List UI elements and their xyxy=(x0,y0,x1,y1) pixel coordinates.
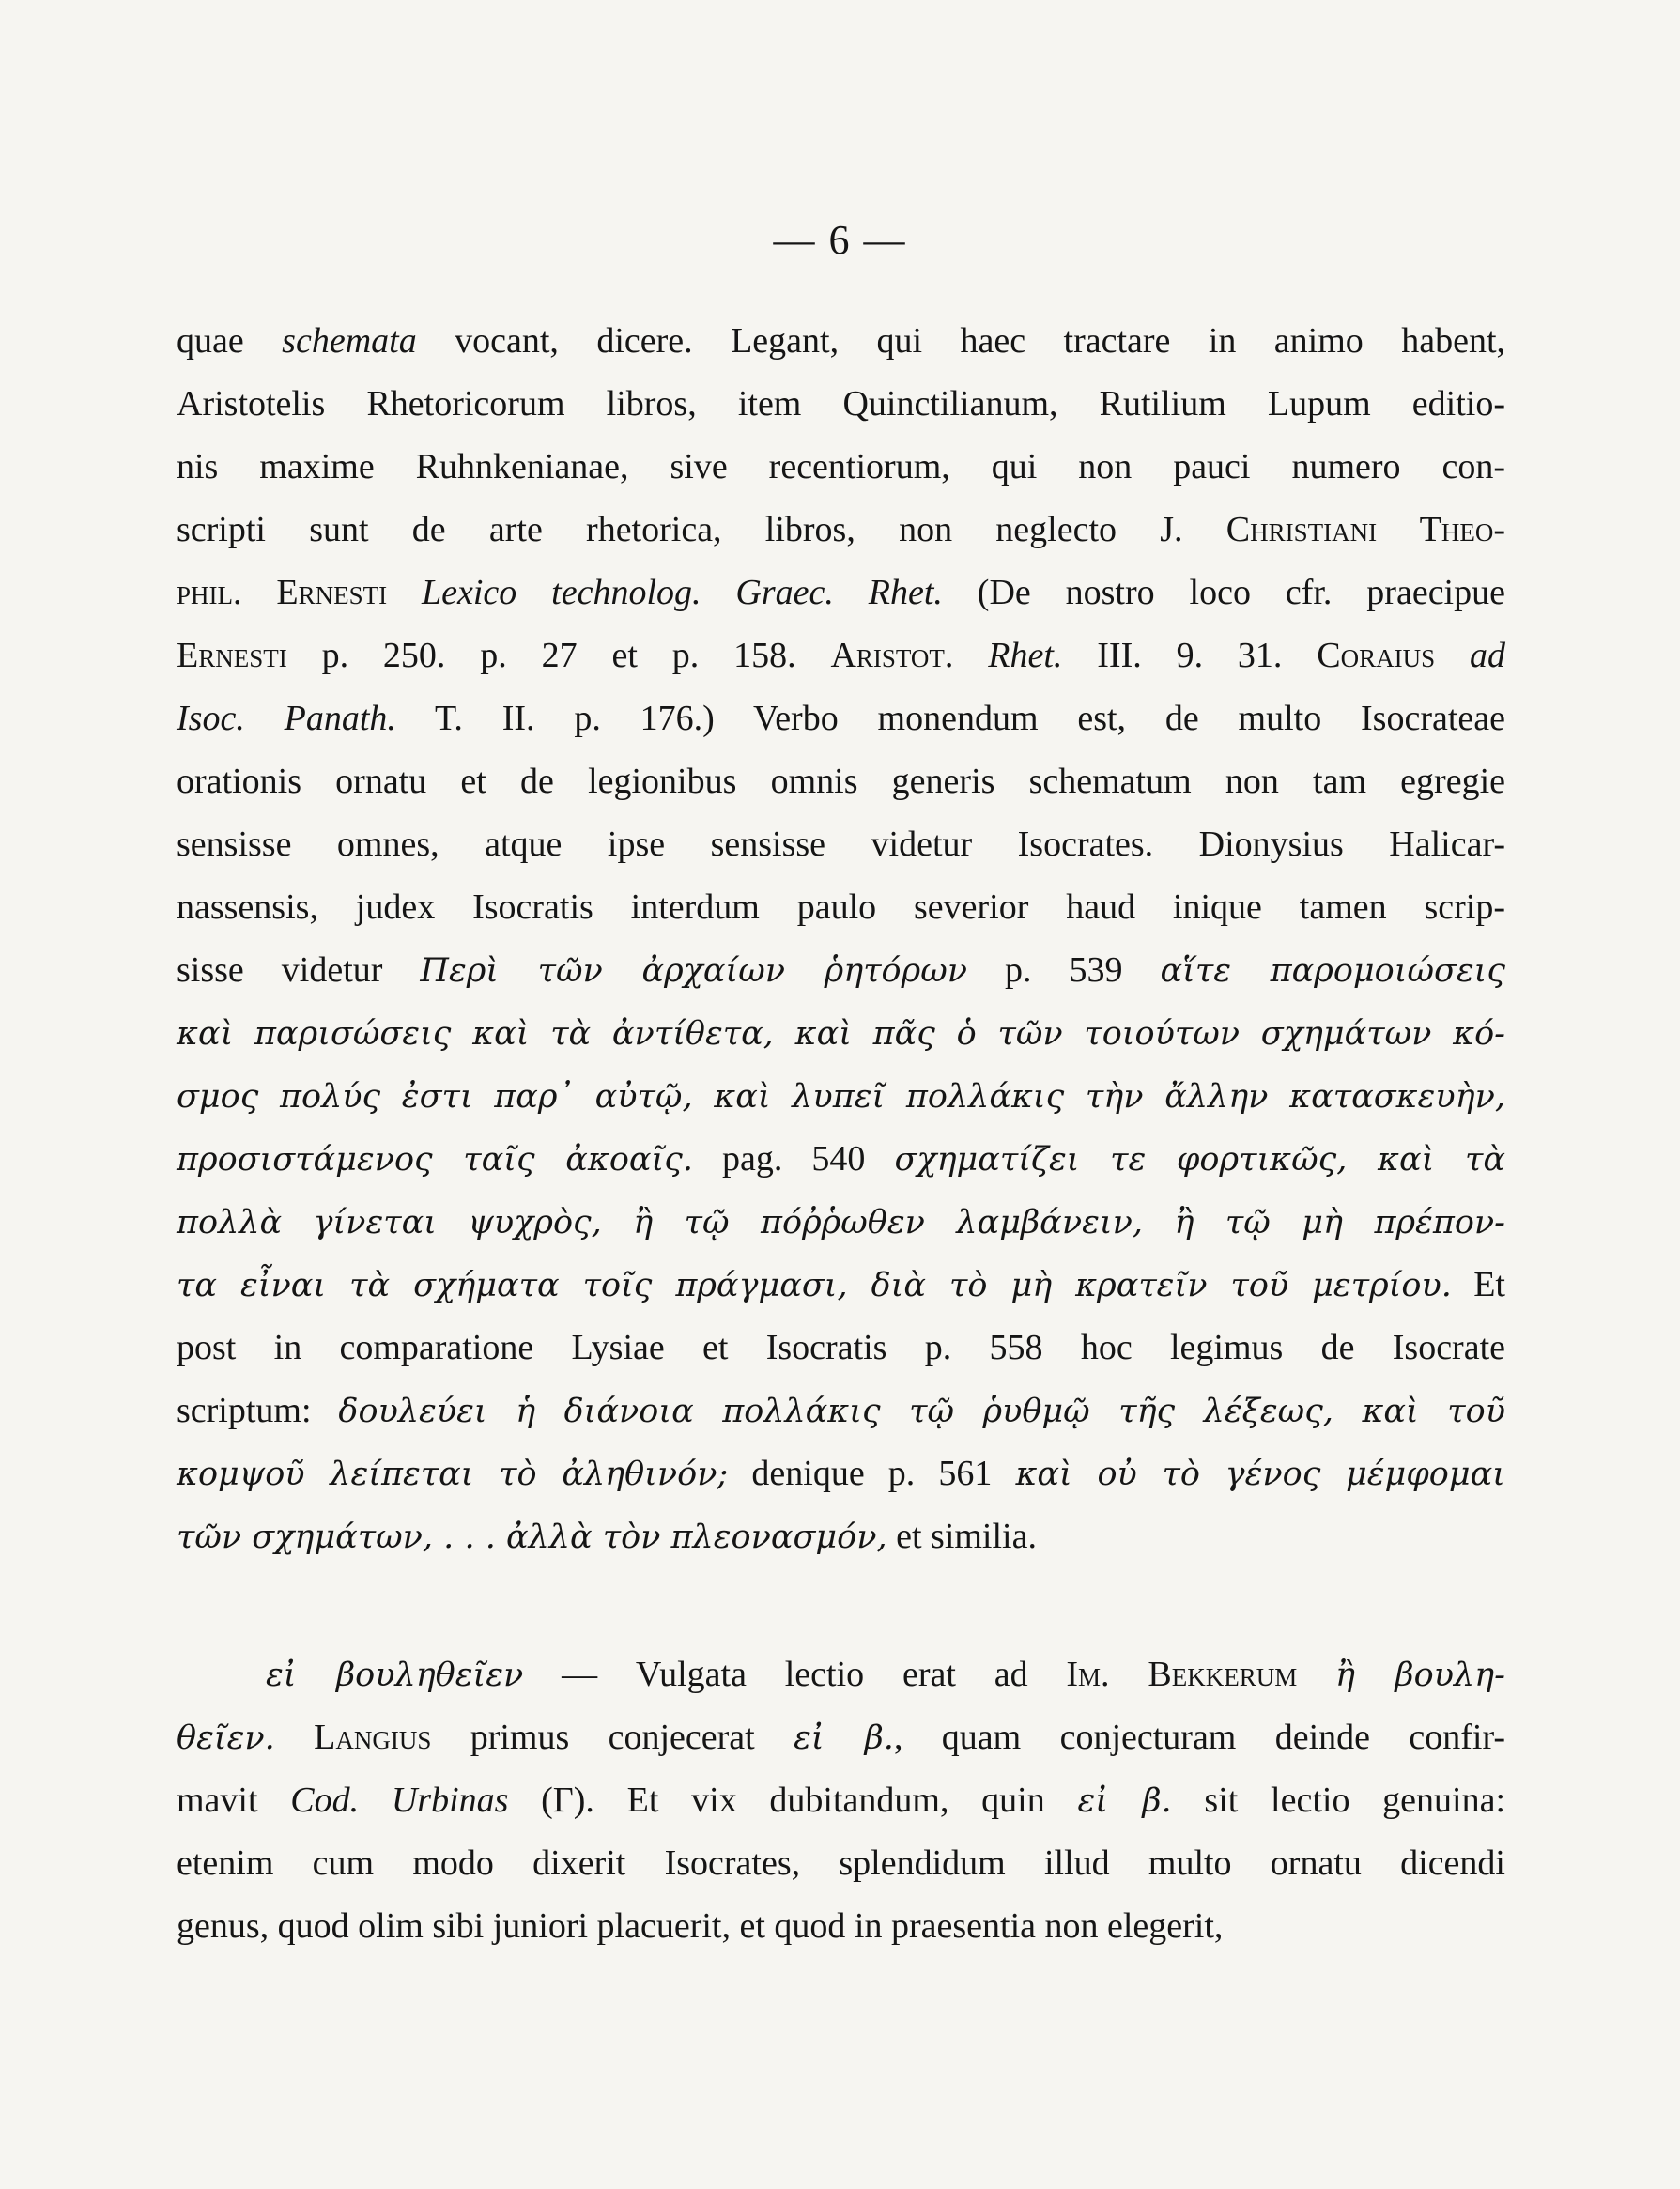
paragraph-textual-note xyxy=(177,1643,1505,1958)
text-segment: sit lectio genuina: xyxy=(1171,1780,1506,1820)
italic-text: ad xyxy=(1470,636,1506,675)
text-segment: pag. 540 xyxy=(693,1139,895,1179)
text-segment: scripti sunt de arte rhetorica, libros, non neglecto J. xyxy=(177,510,1226,549)
text-line xyxy=(177,876,1505,939)
text-line xyxy=(177,310,1505,373)
greek-text: αἵτε παρομοιώσεις xyxy=(1160,952,1506,990)
text-segment xyxy=(275,1718,314,1757)
greek-text: θεῖεν. xyxy=(177,1719,275,1757)
greek-text: καὶ παρισώσεις καὶ τὰ ἀντίθετα, καὶ πᾶς ὁ τῶν τοιούτων σχημάτων κό- xyxy=(177,1015,1505,1053)
greek-text: σμος πολύς ἐστι παρ᾽ αὐτῷ, καὶ λυπεῖ πολλάκις τὴν ἄλλην κατασκευὴν, xyxy=(177,1078,1505,1116)
text-line xyxy=(177,1254,1505,1317)
text-line xyxy=(177,373,1505,436)
greek-text: πολλὰ γίνεται ψυχρὸς, ἢ τῷ πόῤῥωθεν λαμβάνειν, ἢ τῷ μὴ πρέπον- xyxy=(177,1204,1505,1241)
text-line xyxy=(177,750,1505,813)
text-line xyxy=(177,1317,1505,1380)
text-segment: — Vulgata lectio erat ad xyxy=(523,1655,1067,1694)
small-caps-name: Langius xyxy=(314,1718,432,1757)
text-line xyxy=(177,1769,1505,1832)
text-segment: scriptum: xyxy=(177,1391,339,1430)
text-segment: sensisse omnes, atque ipse sensisse videtur Isocrates. Dionysius Halicar- xyxy=(177,825,1505,864)
greek-text: τῶν σχημάτων, . . . ἀλλὰ τὸν πλεονασμόν, xyxy=(177,1518,887,1556)
greek-text: προσιστάμενος ταῖς ἀκοαῖς. xyxy=(177,1141,694,1179)
text-segment: Et xyxy=(1451,1265,1505,1304)
small-caps-name: Coraius xyxy=(1317,636,1436,675)
text-segment: primus conjecerat xyxy=(431,1718,794,1757)
text-line xyxy=(177,687,1505,750)
text-line xyxy=(177,562,1505,624)
text-line xyxy=(177,499,1505,562)
small-caps-name: Aristot. xyxy=(830,636,954,675)
greek-text: εἰ βουληθεῖεν xyxy=(266,1657,524,1694)
text-line xyxy=(177,624,1505,687)
text-line xyxy=(177,1706,1505,1769)
italic-text: Lexico technolog. Graec. Rhet. xyxy=(422,573,943,612)
text-segment: T. II. p. 176.) Verbo monendum est, de multo Isocrateae xyxy=(395,699,1506,738)
text-line xyxy=(177,1895,1505,1958)
text-segment: III. 9. 31. xyxy=(1062,636,1318,675)
text-segment: (Γ). Et vix dubitandum, quin xyxy=(508,1780,1078,1820)
text-line xyxy=(177,1065,1505,1128)
small-caps-name: phil. Ernesti xyxy=(177,573,388,612)
paragraph-commentary xyxy=(177,310,1505,1568)
greek-text: σχηματίζει τε φορτικῶς, καὶ τὰ xyxy=(894,1141,1505,1179)
text-segment: sisse videtur xyxy=(177,950,421,990)
italic-text: schemata xyxy=(282,321,417,361)
greek-text: δουλεύει ἡ διάνοια πολλάκις τῷ ῥυθμῷ τῆς λέξεως, καὶ τοῦ xyxy=(338,1393,1505,1430)
text-segment xyxy=(1297,1655,1335,1694)
greek-text: καὶ οὐ τὸ γένος μέμφομαι xyxy=(1015,1456,1505,1493)
italic-text: Rhet. xyxy=(988,636,1063,675)
text-segment: vocant, dicere. Legant, qui haec tractare in animo habent, xyxy=(416,321,1506,361)
greek-text: εἰ β. xyxy=(794,1719,894,1757)
small-caps-name: Im. Bekkerum xyxy=(1066,1655,1298,1694)
text-line xyxy=(177,939,1505,1002)
greek-text: κομψοῦ λείπεται τὸ ἀληθινόν; xyxy=(177,1456,729,1493)
small-caps-name: Christiani Theo- xyxy=(1225,510,1505,549)
greek-text: Περὶ τῶν ἀρχαίων ῥητόρων xyxy=(420,952,968,990)
text-segment: , quam conjecturam deinde confir- xyxy=(893,1718,1505,1757)
text-segment: post in comparatione Lysiae et Isocratis p. 558 hoc legimus de Isocrate xyxy=(177,1328,1505,1367)
text-segment: et similia. xyxy=(886,1517,1037,1556)
greek-text: τα εἶναι τὰ σχήματα τοῖς πράγμασι, διὰ τὸ μὴ κρατεῖν τοῦ μετρίου. xyxy=(177,1267,1452,1304)
text-segment: nis maxime Ruhnkenianae, sive recentiorum, qui non pauci numero con- xyxy=(177,447,1505,486)
text-segment: etenim cum modo dixerit Isocrates, splendidum illud multo ornatu dicendi xyxy=(177,1843,1505,1883)
text-segment: nassensis, judex Isocratis interdum paulo severior haud inique tamen scrip- xyxy=(177,887,1505,927)
greek-text: ἢ βουλη- xyxy=(1335,1657,1505,1694)
page-number: — 6 — xyxy=(773,217,907,263)
text-segment: p. 539 xyxy=(967,950,1161,990)
text-line xyxy=(177,1128,1505,1191)
text-line xyxy=(177,1380,1505,1442)
text-line xyxy=(177,1191,1505,1254)
small-caps-name: Ernesti xyxy=(177,636,287,675)
text-segment: p. 250. p. 27 et p. 158. xyxy=(286,636,831,675)
text-line xyxy=(177,1832,1505,1895)
text-line xyxy=(177,436,1505,499)
text-line xyxy=(177,1002,1505,1065)
italic-text: Isoc. Panath. xyxy=(177,699,396,738)
text-segment: denique p. 561 xyxy=(728,1454,1016,1493)
text-line xyxy=(177,1643,1505,1706)
text-segment xyxy=(953,636,988,675)
text-line xyxy=(177,813,1505,876)
italic-text: Cod. Urbinas xyxy=(290,1780,509,1820)
text-line xyxy=(177,1442,1505,1505)
text-segment: quae xyxy=(177,321,283,361)
text-segment xyxy=(387,573,422,612)
text-segment xyxy=(1435,636,1470,675)
text-segment: orationis ornatu et de legionibus omnis generis schematum non tam egregie xyxy=(177,762,1505,801)
text-segment: (De nostro loco cfr. praecipue xyxy=(942,573,1505,612)
greek-text: εἰ β. xyxy=(1077,1782,1172,1820)
text-line xyxy=(177,1505,1505,1568)
text-segment: Aristotelis Rhetoricorum libros, item Quinctilianum, Rutilium Lupum editio- xyxy=(177,384,1505,424)
text-segment: mavit xyxy=(177,1780,291,1820)
text-segment: genus, quod olim sibi juniori placuerit, et quod in praesentia non elegerit, xyxy=(177,1906,1224,1946)
